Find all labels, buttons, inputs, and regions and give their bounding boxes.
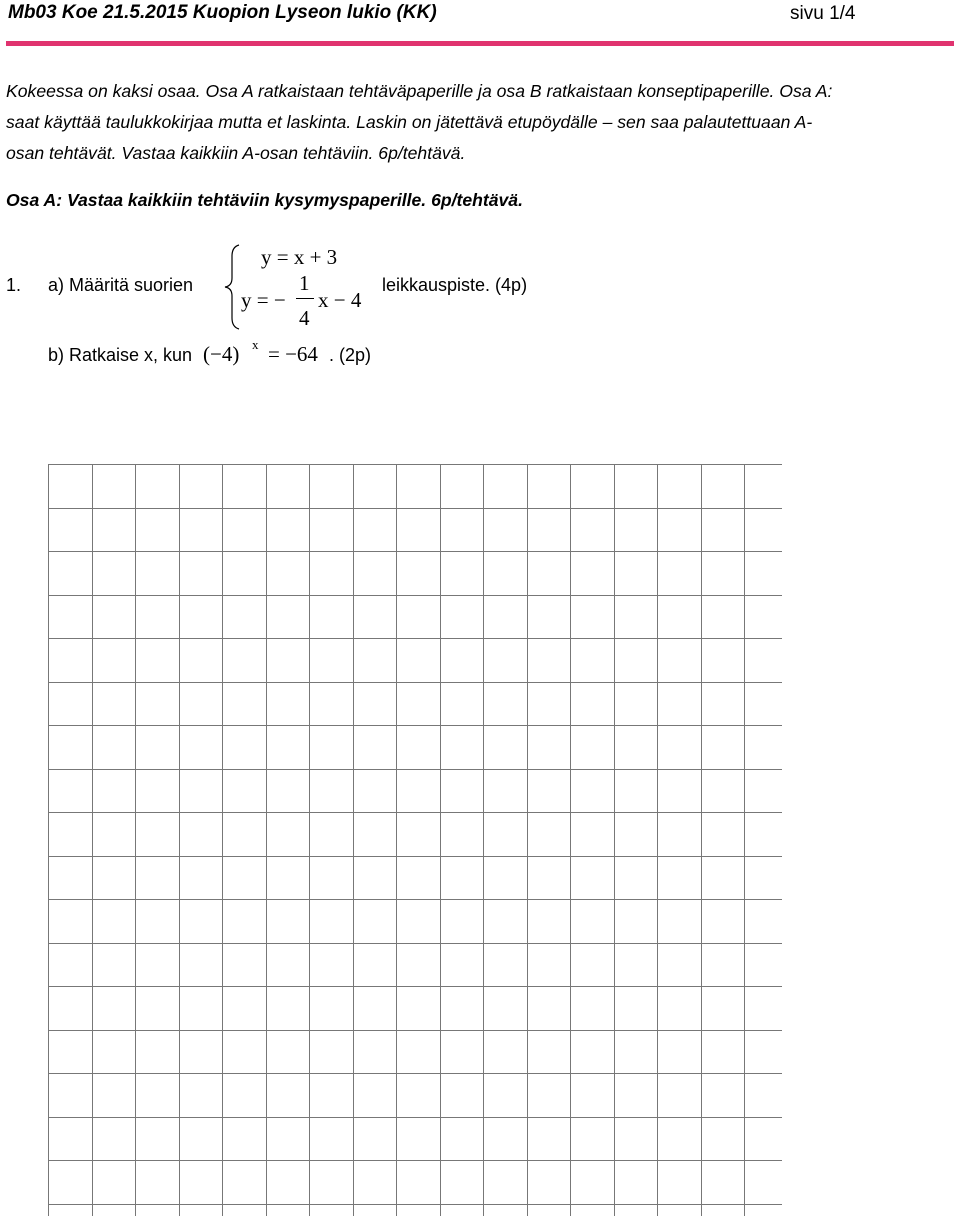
fraction-bar xyxy=(296,298,314,299)
part-b-exponent: x xyxy=(252,337,259,352)
header-title: Mb03 Koe 21.5.2015 Kuopion Lyseon lukio (KK) xyxy=(8,2,437,23)
question-number: 1. xyxy=(6,275,22,295)
equation-2-numerator: 1 xyxy=(299,271,310,295)
answer-grid[interactable] xyxy=(48,464,782,1216)
equation-1: y = x + 3 xyxy=(261,245,338,269)
part-b-rhs: = −64 xyxy=(268,342,318,366)
system-brace-icon xyxy=(223,242,245,332)
instructions-line-3: osan tehtävät. Vastaa kaikkiin A-osan tehtäviin. 6p/tehtävä. xyxy=(6,143,466,163)
question-part-b-suffix: . (2p) xyxy=(329,345,372,365)
question-part-a-suffix: leikkauspiste. (4p) xyxy=(382,275,528,295)
page-number: sivu 1/4 xyxy=(790,3,856,24)
equation-2-lhs: y = − xyxy=(241,288,286,312)
equation-2-rhs: x − 4 xyxy=(318,288,362,312)
section-heading: Osa A: Vastaa kaikkiin tehtäviin kysymyspaperille. 6p/tehtävä. xyxy=(6,190,523,210)
instructions-line-2: saat käyttää taulukkokirjaa mutta et laskinta. Laskin on jätettävä etupöydälle – sen saa palautettuaan A- xyxy=(6,112,813,132)
header-divider xyxy=(6,41,954,46)
question-part-a: a) Määritä suorien xyxy=(48,275,194,295)
question-part-b: b) Ratkaise x, kun xyxy=(48,345,193,365)
equation-2-denominator: 4 xyxy=(299,306,310,330)
instructions xyxy=(6,76,954,169)
instructions-line-1: Kokeessa on kaksi osaa. Osa A ratkaistaan tehtäväpaperille ja osa B ratkaistaan konseptipaperille. Osa A: xyxy=(6,81,833,101)
page-header xyxy=(6,0,954,26)
part-b-base: (−4) xyxy=(203,342,240,366)
